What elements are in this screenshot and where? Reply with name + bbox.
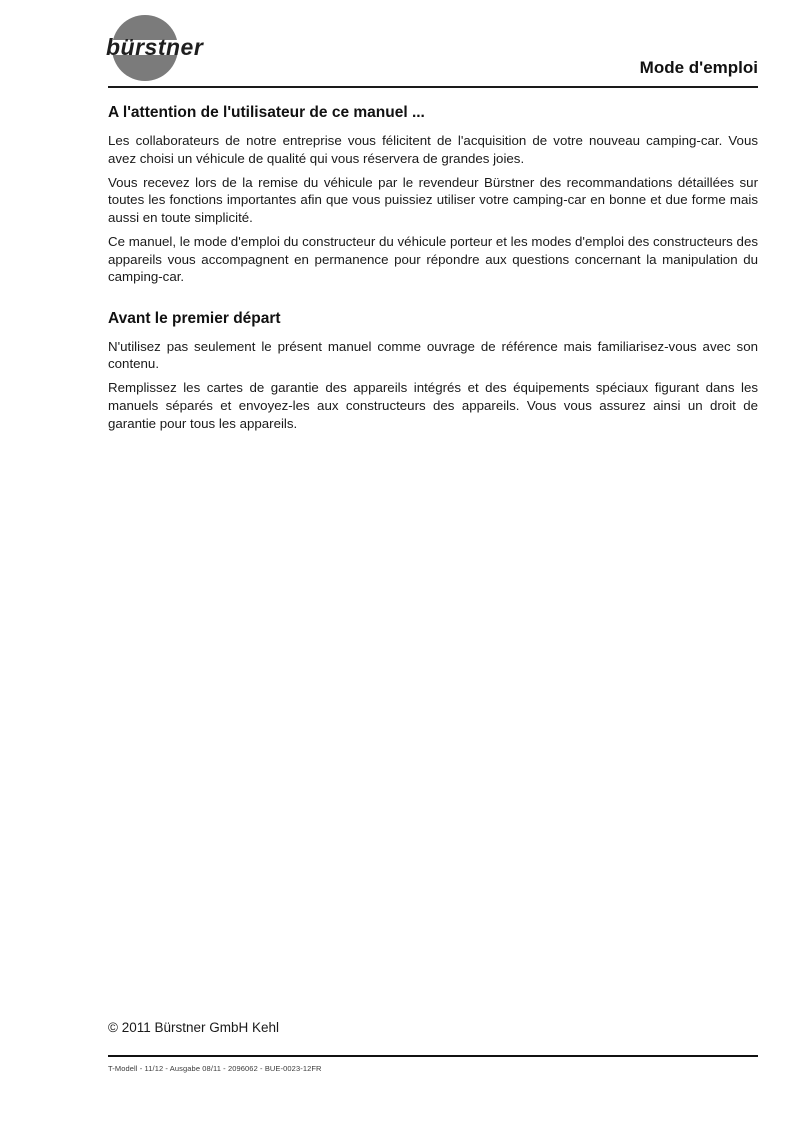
logo-wordmark: bürstner bbox=[106, 34, 204, 60]
document-content bbox=[108, 104, 758, 439]
section-heading-user-notice: A l'attention de l'utilisateur de ce manuel ... bbox=[108, 104, 425, 121]
footer-divider bbox=[108, 1055, 758, 1057]
document-imprint: T-Modell - 11/12 - Ausgabe 08/11 - 2096062 - BUE-0023-12FR bbox=[108, 1064, 322, 1073]
paragraph: N'utilisez pas seulement le présent manuel comme ouvrage de référence mais familiarisez-vous avec son contenu. bbox=[108, 338, 758, 372]
copyright-notice: © 2011 Bürstner GmbH Kehl bbox=[108, 1020, 280, 1035]
section-heading-before-first-trip: Avant le premier départ bbox=[108, 309, 281, 327]
paragraph: Vous recevez lors de la remise du véhicule par le revendeur Bürstner des recommandations détaillées sur toutes les fonctions importantes afin que vous puissiez utiliser votre camping-car en bonne et due forme mais aussi en toute simplicité. bbox=[108, 174, 758, 225]
page-title: Mode d'emploi bbox=[639, 58, 758, 77]
paragraph: Remplissez les cartes de garantie des appareils intégrés et des équipements spéciaux figurant dans les manuels séparés et envoyez-les aux constructeurs des appareils. Vous vous assurez ainsi un droit de garantie pour tous les appareils. bbox=[108, 380, 758, 431]
paragraph: Ce manuel, le mode d'emploi du constructeur du véhicule porteur et les modes d'emploi des constructeurs des appareils vous accompagnent en permanence pour répondre aux questions concernant la manipulation du camping-car. bbox=[108, 233, 758, 285]
paragraph: Les collaborateurs de notre entreprise vous félicitent de l'acquisition de votre nouveau camping-car. Vous avez choisi un véhicule de qualité qui vous réservera de grandes joies. bbox=[108, 133, 758, 166]
burstner-logo bbox=[106, 13, 221, 83]
header-divider bbox=[108, 86, 758, 88]
